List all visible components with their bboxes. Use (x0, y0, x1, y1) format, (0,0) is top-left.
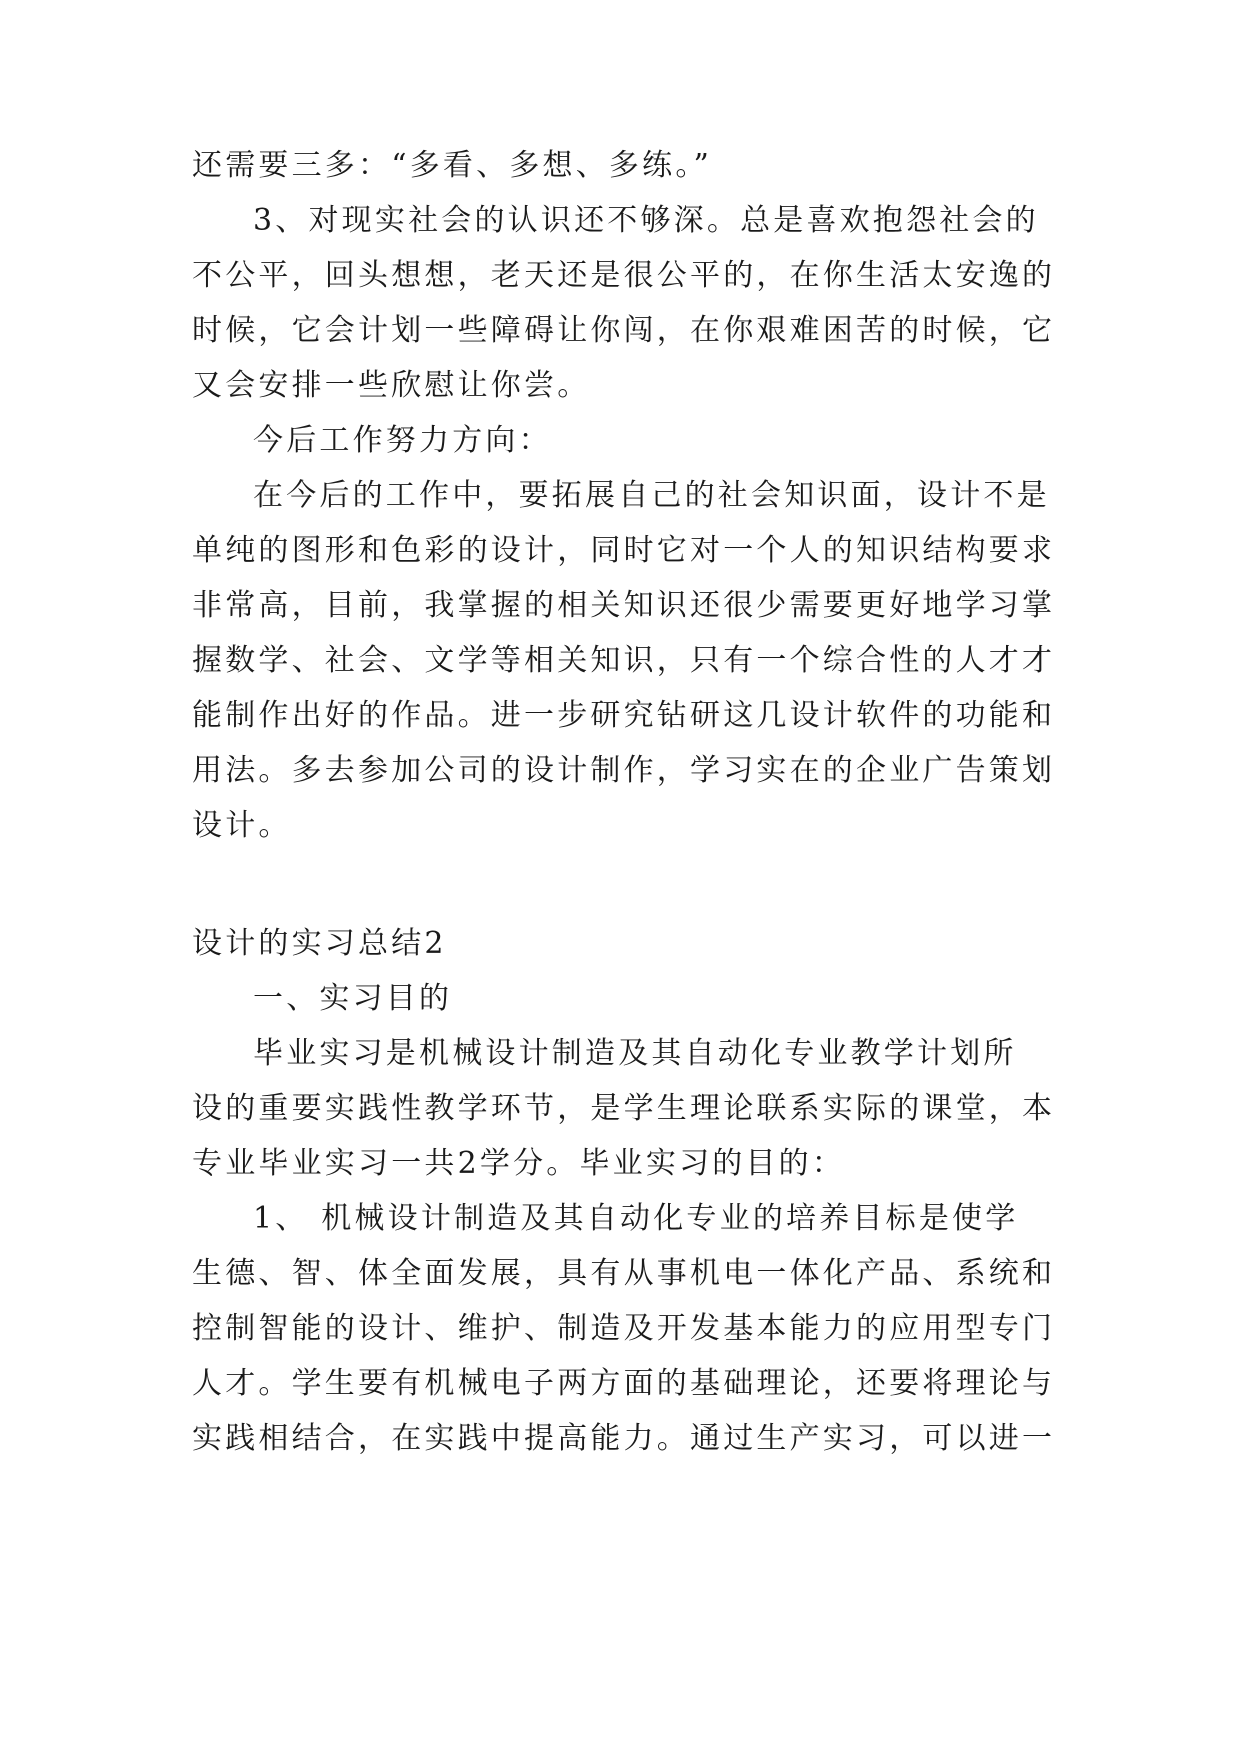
text-line: 专业毕业实习一共2学分。毕业实习的目的： (192, 1146, 846, 1181)
text-line: 设的重要实践性教学环节，是学生理论联系实际的课堂，本 (192, 1091, 1056, 1126)
text-line: 人才。学生要有机械电子两方面的基础理论，还要将理论与 (192, 1366, 1056, 1401)
text-line: 实践相结合，在实践中提高能力。通过生产实习，可以进一 (192, 1421, 1056, 1456)
text-line: 控制智能的设计、维护、制造及开发基本能力的应用型专门 (192, 1311, 1056, 1346)
text-line: 能制作出好的作品。进一步研究钻研这几设计软件的功能和 (192, 698, 1056, 733)
text-line: 单纯的图形和色彩的设计，同时它对一个人的知识结构要求 (192, 533, 1056, 568)
text-line: 握数学、社会、文学等相关知识，只有一个综合性的人才才 (192, 643, 1056, 678)
text-line: 非常高，目前，我掌握的相关知识还很少需要更好地学习掌 (192, 588, 1056, 623)
text-line: 时候，它会计划一些障碍让你闯，在你艰难困苦的时候，它 (192, 313, 1056, 348)
section-title: 设计的实习总结2 (192, 926, 447, 961)
text-line: 在今后的工作中，要拓展自己的社会知识面，设计不是 (253, 478, 1050, 513)
text-line: 不公平，回头想想，老天还是很公平的，在你生活太安逸的 (192, 258, 1056, 293)
text-line: 1、 机械设计制造及其自动化专业的培养目标是使学 (253, 1201, 1019, 1236)
text-line: 3、对现实社会的认识还不够深。总是喜欢抱怨社会的 (253, 203, 1039, 238)
section-heading: 一、实习目的 (253, 981, 453, 1016)
text-line: 还需要三多：“多看、多想、多练。” (192, 148, 713, 183)
text-line: 毕业实习是机械设计制造及其自动化专业教学计划所 (253, 1036, 1017, 1071)
text-line: 又会安排一些欣慰让你尝。 (192, 368, 591, 403)
text-line: 生德、智、体全面发展，具有从事机电一体化产品、系统和 (192, 1256, 1056, 1291)
text-line: 设计。 (192, 808, 292, 843)
section-heading: 今后工作努力方向： (253, 423, 552, 458)
text-line: 用法。多去参加公司的设计制作，学习实在的企业广告策划 (192, 753, 1056, 788)
